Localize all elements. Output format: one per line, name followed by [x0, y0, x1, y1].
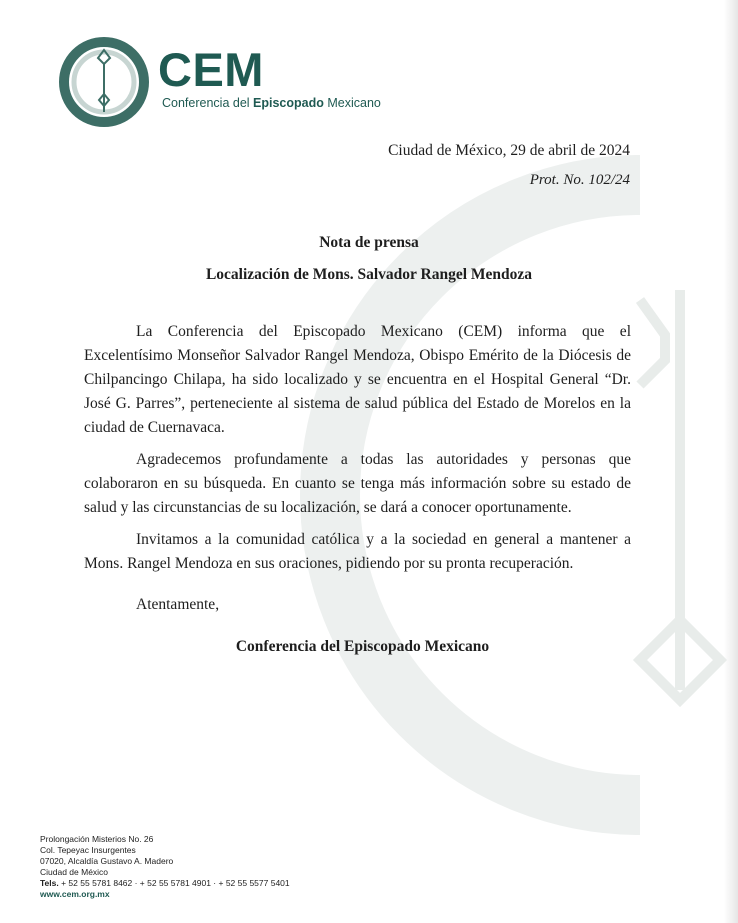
footer-address-line: Ciudad de México: [40, 867, 109, 877]
logo-subtitle-post: Mexicano: [323, 96, 381, 110]
footer-address-line: Prolongación Misterios No. 26: [40, 834, 154, 844]
footer-address-line: Col. Tepeyac Insurgentes: [40, 845, 136, 855]
document-date: Ciudad de México, 29 de abril de 2024: [388, 142, 630, 159]
document-subtitle: Localización de Mons. Salvador Rangel Mendoza: [205, 266, 533, 283]
footer-phones: [40, 878, 290, 889]
logo-subtitle-pre: Conferencia del: [162, 96, 254, 110]
document-title: Nota de prensa: [319, 234, 419, 251]
paragraph: La Conferencia del Episcopado Mexicano (CEM) informa que el Excelentísimo Monseñor Salvador Rangel Mendoza, Obispo Emérito de la Diócesis de Chilpancingo Chilapa, ha sido localizado y se encuentra en el Hospital General “Dr. José G. Parres”, perteneciente al sistema de salud pública del Estado de Morelos en la ciudad de Cuernavaca.: [84, 323, 631, 436]
footer-tels: + 52 55 5781 8462 · + 52 55 5781 4901 · + 52 55 5577 5401: [58, 878, 290, 888]
logo-subtitle-bold: Episcopado: [253, 96, 324, 110]
paragraph: Agradecemos profundamente a todas las autoridades y personas que colaboraron en su búsqueda. En cuanto se tenga más información sobre su estado de salud y las circunstancias de su localización, se dará a conocer oportunamente.: [84, 451, 631, 516]
paragraph: Invitamos a la comunidad católica y a la sociedad en general a mantener a Mons. Rangel Mendoza en sus oraciones, pidiendo por su pronta recuperación.: [84, 531, 631, 572]
closing: Atentamente,: [136, 596, 220, 613]
cem-logo-icon: [58, 36, 150, 128]
logo-wordmark: CEM: [158, 43, 264, 96]
protocol-number: Prot. No. 102/24: [529, 172, 630, 188]
footer-address-line: 07020, Alcaldía Gustavo A. Madero: [40, 856, 174, 866]
footer-tels-label: Tels.: [40, 878, 59, 888]
letter-body: [84, 320, 631, 584]
signature: Conferencia del Episcopado Mexicano: [235, 638, 490, 655]
footer-website: www.cem.org.mx: [40, 889, 110, 899]
footer: [40, 834, 290, 900]
logo-subtitle: [162, 96, 381, 110]
